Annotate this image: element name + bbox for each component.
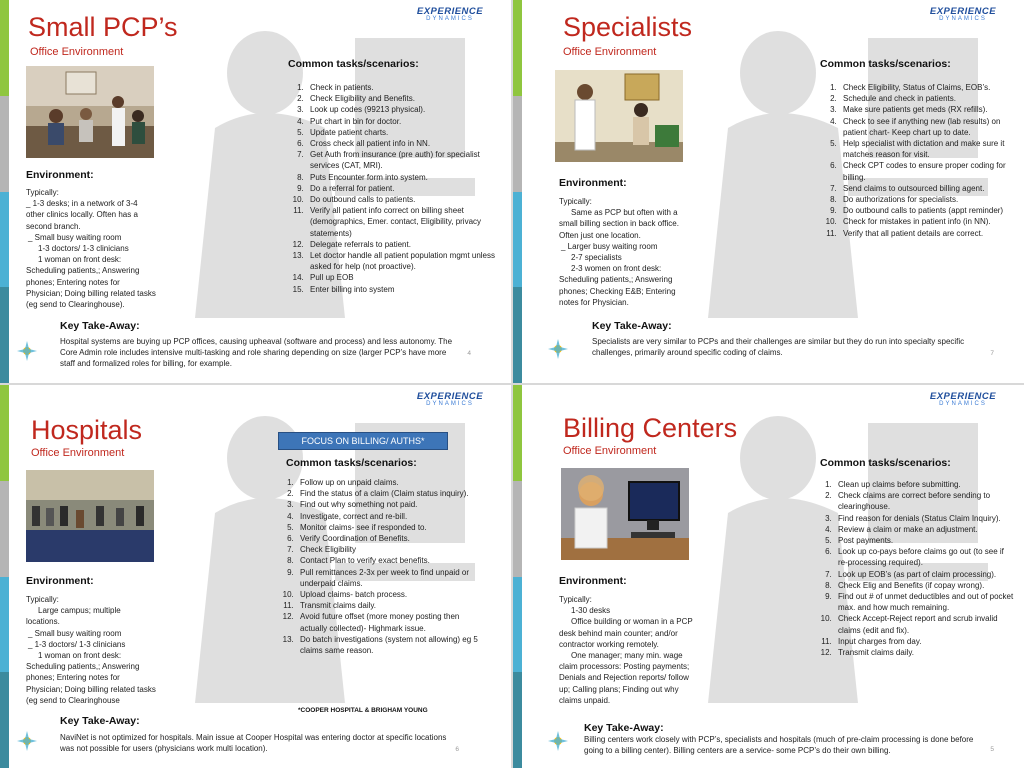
- list-item: 8. Do authorizations for specialists.: [839, 194, 1024, 205]
- page-number: 7: [990, 350, 994, 357]
- list-item: 3. Find reason for denials (Status Claim Inquiry).: [834, 513, 1014, 524]
- list-item: 6. Verify Coordination of Benefits.: [296, 533, 486, 544]
- list-item: 2. Check claims are correct before sending to clearinghouse.: [834, 490, 1014, 512]
- slide-specialists[interactable]: [513, 0, 1024, 383]
- list-item: 1. Follow up on unpaid claims.: [296, 477, 486, 488]
- list-item: 11. Verify all patient info correct on billing sheet (demographics, Emer. contact, Eligibility, privacy statements): [306, 205, 511, 239]
- environment-heading: Environment:: [26, 575, 94, 587]
- list-item: 4. Review a claim or make an adjustment.: [834, 524, 1014, 535]
- slide-subtitle: Office Environment: [563, 445, 657, 457]
- slide-billing-centers[interactable]: [513, 385, 1024, 768]
- tasks-list: [817, 82, 1024, 239]
- slide-title: Hospitals: [31, 415, 143, 445]
- list-item: 6. Check CPT codes to ensure proper coding for billing.: [839, 160, 1024, 182]
- list-item: 13. Do batch investigations (system not allowing) eg 5 claims same reason.: [296, 634, 486, 656]
- slide-subtitle: Office Environment: [563, 46, 657, 58]
- list-item: 1. Clean up claims before submitting.: [834, 479, 1014, 490]
- environment-heading: Environment:: [26, 169, 94, 181]
- list-item: 11. Input charges from day.: [834, 636, 1014, 647]
- tasks-heading: Common tasks/scenarios:: [288, 58, 419, 70]
- color-bars: [0, 0, 9, 383]
- slide-title: Billing Centers: [563, 413, 738, 443]
- experience-dynamics-logo: EXPERIENCE DYNAMICS: [929, 6, 997, 22]
- slide-subtitle: Office Environment: [31, 447, 125, 459]
- list-item: 6. Look up co-pays before claims go out (to see if re-processing required).: [834, 546, 1014, 568]
- flower-icon: [16, 730, 38, 752]
- environment-heading: Environment:: [559, 575, 627, 587]
- tasks-list: [274, 477, 486, 656]
- list-item: 9. Pull remittances 2-3x per week to find unpaid or underpaid claims.: [296, 567, 486, 589]
- experience-dynamics-logo: EXPERIENCE DYNAMICS: [929, 391, 997, 407]
- list-item: 10. Check for mistakes in patient info (in NN).: [839, 216, 1024, 227]
- list-item: 1. Check Eligibility, Status of Claims, EOB’s.: [839, 82, 1024, 93]
- color-bars: [513, 0, 522, 383]
- list-item: 13. Let doctor handle all patient population mgmt unless asked for help (not proactive).: [306, 250, 511, 272]
- doctor-office-photo: [555, 70, 683, 162]
- list-item: 4. Put chart in bin for doctor.: [306, 116, 511, 127]
- key-takeaway-heading: Key Take-Away:: [60, 320, 140, 332]
- flower-icon: [547, 730, 569, 752]
- billing-clerk-photo: [561, 468, 689, 560]
- list-item: 7. Look up EOB’s (as part of claim processing).: [834, 569, 1014, 580]
- list-item: 1. Check in patients.: [306, 82, 511, 93]
- color-bars: [513, 385, 522, 768]
- hospital-waiting-area-photo: [26, 470, 154, 562]
- list-item: 9. Do a referral for patient.: [306, 183, 511, 194]
- tasks-list: [284, 82, 511, 295]
- list-item: 12. Delegate referrals to patient.: [306, 239, 511, 250]
- list-item: 8. Contact Plan to verify exact benefits.: [296, 555, 486, 566]
- key-takeaway-text: Hospital systems are buying up PCP offices, causing upheaval (software and process) and less autonomy. The Core Admin role includes intensive multi-tasking and role sharing depending on size (larger PCP’s have more staff and formalized roles for billing, for example.: [60, 337, 453, 368]
- list-item: 12. Avoid future offset (more money posting then actually collected)- Highmark issue.: [296, 611, 486, 633]
- key-takeaway-text: NaviNet is not optimized for hospitals. Main issue at Cooper Hospital was entering doctor at specific locations was not possible for users (physicians work multi location).: [60, 733, 447, 753]
- list-item: 7. Send claims to outsourced billing agent.: [839, 183, 1024, 194]
- list-item: 15. Enter billing into system: [306, 284, 511, 295]
- key-takeaway-heading: Key Take-Away:: [592, 320, 672, 332]
- slide-title: Specialists: [563, 12, 693, 42]
- key-takeaway-text: Billing centers work closely with PCP’s, specialists and hospitals (much of pre-claim processing is done before going to a billing center). Billing centers are a service- some PCP’s do their own billing.: [584, 735, 974, 755]
- list-item: 5. Post payments.: [834, 535, 1014, 546]
- list-item: 10. Upload claims- batch process.: [296, 589, 486, 600]
- list-item: 4. Investigate, correct and re-bill.: [296, 511, 486, 522]
- tasks-list: [812, 479, 1014, 658]
- list-item: 3. Make sure patients get meds (RX refills).: [839, 104, 1024, 115]
- list-item: 7. Get Auth from insurance (pre auth) for specialist services (CAT, MRI).: [306, 149, 511, 171]
- slide-title: Small PCP’s: [28, 12, 178, 42]
- list-item: 5. Update patient charts.: [306, 127, 511, 138]
- environment-text: Typically: 1-30 desks Office building or woman in a PCP desk behind main counter; and/or contractor working remotely. One manager; many min. wage claim processors: Posting payments; Denials and Rejection reports/ follow up; Calling plans; Finding out why claims unpaid.: [559, 595, 693, 705]
- list-item: 14. Pull up EOB: [306, 272, 511, 283]
- list-item: 5. Help specialist with dictation and make sure it matches reason for visit.: [839, 138, 1024, 160]
- list-item: 3. Look up codes (99213 physical).: [306, 104, 511, 115]
- list-item: 8. Check Elig and Benefits (if copay wrong).: [834, 580, 1014, 591]
- page-number: 4: [467, 350, 471, 357]
- list-item: 2. Schedule and check in patients.: [839, 93, 1024, 104]
- slide-subtitle: Office Environment: [30, 46, 124, 58]
- experience-dynamics-logo: EXPERIENCE DYNAMICS: [416, 6, 484, 22]
- list-item: 4. Check to see if anything new (lab results) on patient chart- Keep chart up to date.: [839, 116, 1024, 138]
- list-item: 8. Puts Encounter form into system.: [306, 172, 511, 183]
- hospitals-footnote: *COOPER HOSPITAL & BRIGHAM YOUNG: [298, 707, 428, 714]
- page-number: 6: [455, 746, 459, 753]
- list-item: 2. Check Eligibility and Benefits.: [306, 93, 511, 104]
- list-item: 12. Transmit claims daily.: [834, 647, 1014, 658]
- environment-heading: Environment:: [559, 177, 627, 189]
- list-item: 3. Find out why something not paid.: [296, 499, 486, 510]
- list-item: 11. Transmit claims daily.: [296, 600, 486, 611]
- flower-icon: [16, 340, 38, 362]
- list-item: 9. Find out # of unmet deductibles and out of pocket max. and how much remaining.: [834, 591, 1014, 613]
- list-item: 11. Verify that all patient details are correct.: [839, 228, 1024, 239]
- list-item: 10. Check Accept-Reject report and scrub invalid claims (edit and fix).: [834, 613, 1014, 635]
- waiting-room-photo: [26, 66, 154, 158]
- color-bars: [0, 385, 9, 768]
- key-takeaway-heading: Key Take-Away:: [60, 715, 140, 727]
- page-number: 5: [990, 746, 994, 753]
- key-takeaway-heading: Key Take-Away:: [584, 722, 664, 734]
- list-item: 7. Check Eligibility: [296, 544, 486, 555]
- list-item: 5. Monitor claims- see if responded to.: [296, 522, 486, 533]
- experience-dynamics-logo: EXPERIENCE DYNAMICS: [416, 391, 484, 407]
- environment-text: Typically: _ 1-3 desks; in a network of 3-4 other clinics locally. Often has a second branch. _ Small busy waiting room 1-3 doctors/ 1-3 clinicians 1 woman on front desk: Scheduling patients,; Answering phones; Entering notes for Physician; Doing billing related tasks (eg send to Clearinghouse).: [26, 188, 156, 310]
- key-takeaway-text: Specialists are very similar to PCPs and their challenges are similar but they do run into specialty specific challenges, primarily around specific coding of claims.: [592, 337, 965, 357]
- list-item: 9. Do outbound calls to patients (appt reminder): [839, 205, 1024, 216]
- flower-icon: [547, 338, 569, 360]
- list-item: 10. Do outbound calls to patients.: [306, 194, 511, 205]
- environment-text: Typically: Large campus; multiple locations. _ Small busy waiting room _ 1-3 doctors/ 1-3 clinicians 1 woman on front desk: Scheduling patients,; Answering phones; Entering notes for Physician; Doing billing related tasks (eg send to Clearinghouse: [26, 595, 156, 705]
- environment-text: Typically: Same as PCP but often with a small billing section in back office. Often just one location. _ Larger busy waiting room 2-7 specialists 2-3 women on front desk: Scheduling patients,; Answering phones; Checking E&B; Entering notes for Physician.: [559, 197, 679, 307]
- tasks-heading: Common tasks/scenarios:: [820, 457, 951, 469]
- tasks-heading: Common tasks/scenarios:: [286, 457, 417, 469]
- list-item: 2. Find the status of a claim (Claim status inquiry).: [296, 488, 486, 499]
- list-item: 6. Cross check all patient info in NN.: [306, 138, 511, 149]
- slide-small-pcps[interactable]: [0, 0, 511, 383]
- tasks-heading: Common tasks/scenarios:: [820, 58, 951, 70]
- focus-on-billing-banner: FOCUS ON BILLING/ AUTHS*: [278, 432, 448, 450]
- slide-hospitals[interactable]: [0, 385, 511, 768]
